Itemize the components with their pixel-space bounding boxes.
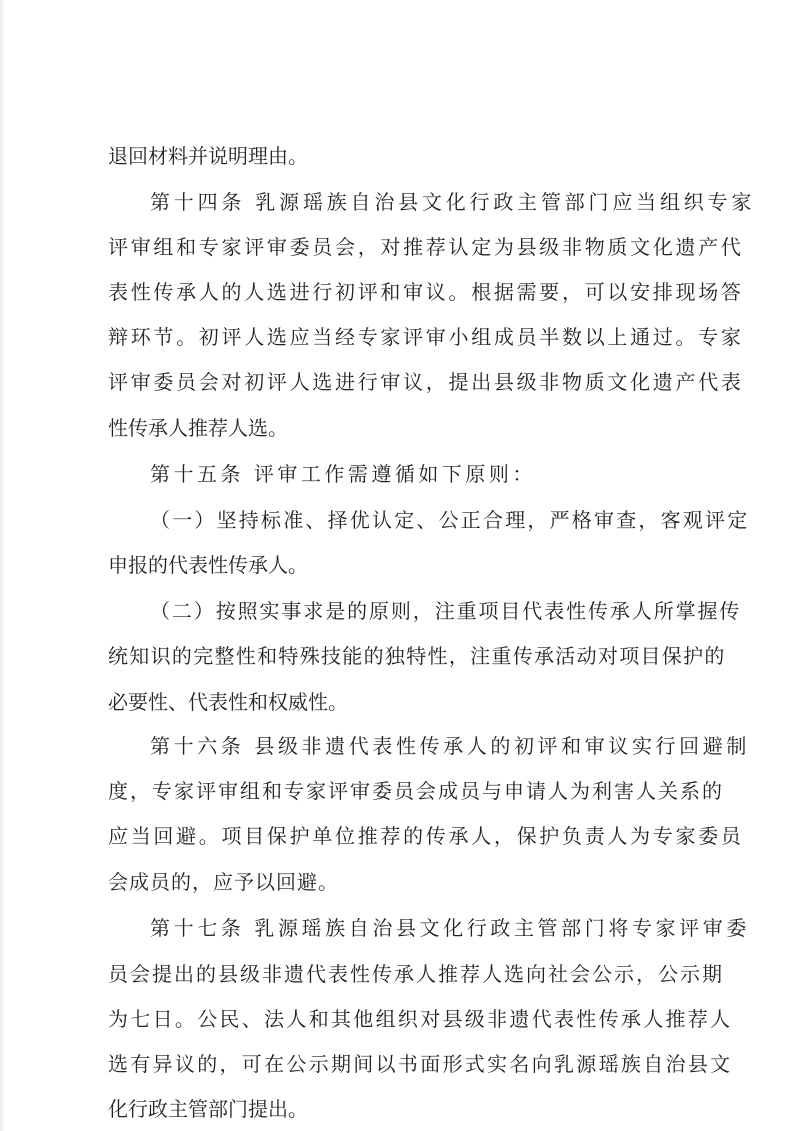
text-line: 辩环节。初评人选应当经专家评审小组成员半数以上通过。专家 — [108, 325, 744, 349]
text-line: 第十六条 县级非遗代表性传承人的初评和审议实行回避制 — [150, 734, 750, 758]
text-line: 性传承人推荐人选。 — [108, 416, 288, 440]
text-line: 选有异议的，可在公示期间以书面形式实名向乳源瑶族自治县文 — [108, 1052, 733, 1076]
text-line: 退回材料并说明理由。 — [108, 144, 308, 168]
text-line: 应当回避。项目保护单位推荐的传承人，保护负责人为专家委员 — [108, 824, 744, 848]
text-line: 为七日。公民、法人和其他组织对县级非遗代表性传承人推荐人 — [108, 1007, 733, 1031]
text-line: 度，专家评审组和专家评审委员会成员与申请人为利害人关系的 — [108, 779, 724, 803]
text-line: 必要性、代表性和权威性。 — [108, 690, 348, 714]
text-line: 表性传承人的人选进行初评和审议。根据需要，可以安排现场答 — [108, 280, 744, 304]
text-line: 评审组和专家评审委员会，对推荐认定为县级非物质文化遗产代 — [108, 235, 744, 259]
text-line: 统知识的完整性和特殊技能的独特性，注重传承活动对项目保护的 — [108, 644, 726, 668]
text-line: 会成员的，应予以回避。 — [108, 870, 339, 894]
text-line: 评审委员会对初评人选进行审议，提出县级非物质文化遗产代表 — [108, 370, 744, 394]
text-line: （一）坚持标准、择优认定、公正合理，严格审查，客观评定 — [150, 508, 750, 532]
text-line: 第十四条 乳源瑶族自治县文化行政主管部门应当组织专家 — [150, 190, 756, 214]
text-line: 员会提出的县级非遗代表性传承人推荐人选向社会公示，公示期 — [108, 962, 724, 986]
text-line: 第十五条 评审工作需遵循如下原则： — [150, 462, 536, 486]
text-line: 申报的代表性传承人。 — [108, 553, 308, 577]
text-line: （二）按照实事求是的原则，注重项目代表性传承人所掌握传 — [150, 599, 742, 623]
text-line: 第十七条 乳源瑶族自治县文化行政主管部门将专家评审委 — [150, 916, 750, 940]
page-edge-shadow — [0, 0, 6, 1131]
text-line: 化行政主管部门提出。 — [108, 1097, 308, 1121]
